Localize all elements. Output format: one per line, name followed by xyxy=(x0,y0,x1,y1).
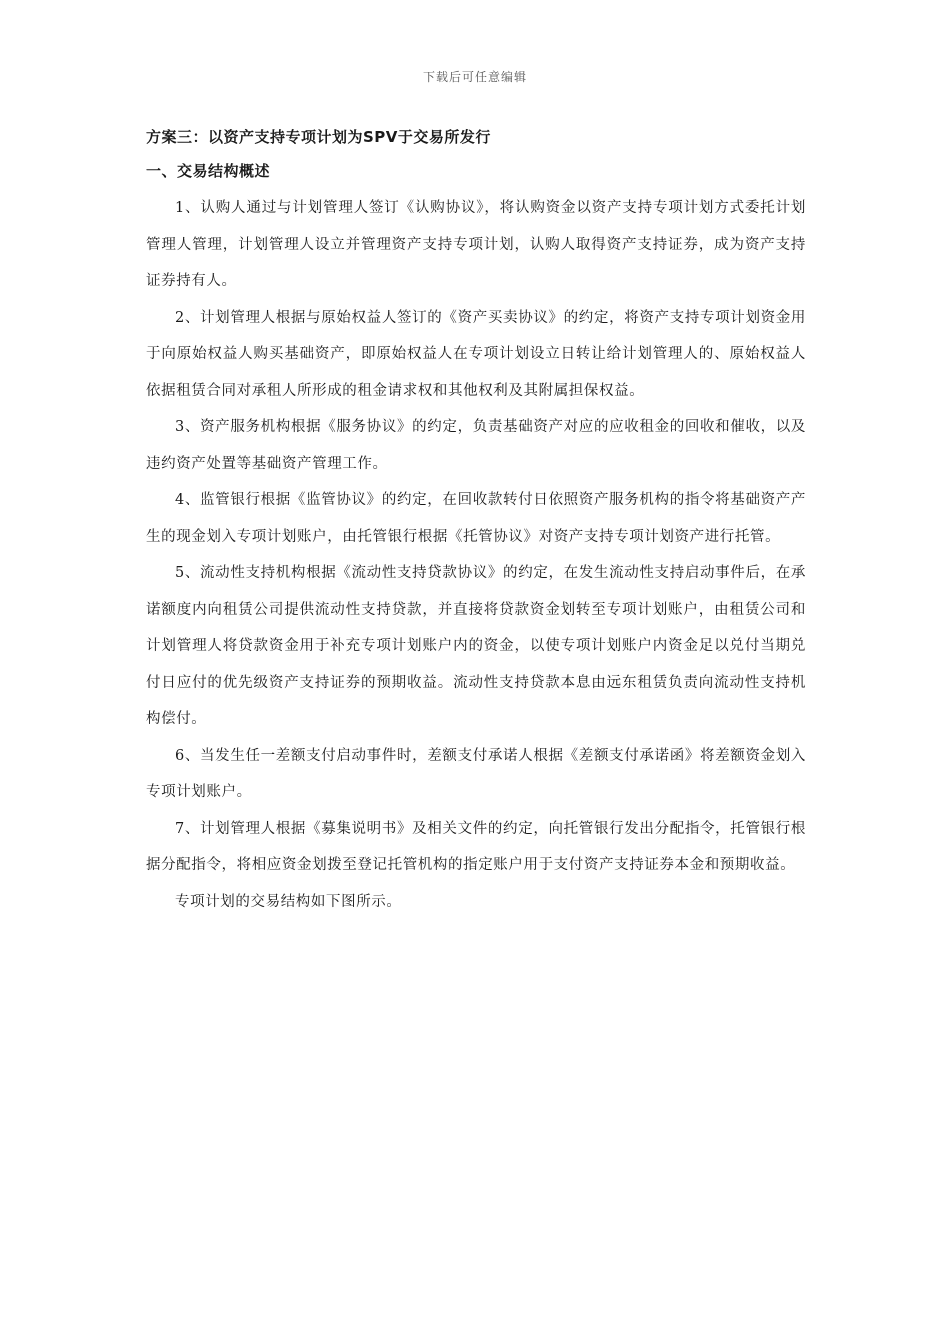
paragraph-6: 6、当发生任一差额支付启动事件时，差额支付承诺人根据《差额支付承诺函》将差额资金划入专项计划账户。 xyxy=(146,747,806,800)
paragraph-7: 7、计划管理人根据《募集说明书》及相关文件的约定，向托管银行发出分配指令，托管银行根据分配指令，将相应资金划拨至登记托管机构的指定账户用于支付资产支持证券本金和预期收益。 xyxy=(146,820,806,873)
section-heading: 一、交易结构概述 xyxy=(146,162,271,180)
paragraph-4: 4、监管银行根据《监管协议》的约定，在回收款转付日依照资产服务机构的指令将基础资产产生的现金划入专项计划账户，由托管银行根据《托管协议》对资产支持专项计划资产进行托管。 xyxy=(146,492,806,545)
document-body xyxy=(146,126,806,920)
document-title: 方案三：以资产支持专项计划为SPV于交易所发行 xyxy=(146,128,491,146)
page-header-note: 下载后可任意编辑 xyxy=(422,70,527,84)
paragraph-2: 2、计划管理人根据与原始权益人签订的《资产买卖协议》的约定，将资产支持专项计划资金用于向原始权益人购买基础资产，即原始权益人在专项计划设立日转让给计划管理人的、原始权益人依据租赁合同对承租人所形成的租金请求权和其他权利及其附属担保权益。 xyxy=(146,309,806,399)
paragraph-5: 5、流动性支持机构根据《流动性支持贷款协议》的约定，在发生流动性支持启动事件后，在承诺额度内向租赁公司提供流动性支持贷款，并直接将贷款资金划转至专项计划账户，由租赁公司和计划管理人将贷款资金用于补充专项计划账户内的资金，以使专项计划账户内资金足以兑付当期兑付日应付的优先级资产支持证券的预期收益。流动性支持贷款本息由远东租赁负责向流动性支持机构偿付。 xyxy=(146,565,806,727)
paragraph-closing: 专项计划的交易结构如下图所示。 xyxy=(175,893,402,910)
paragraph-1: 1、认购人通过与计划管理人签订《认购协议》，将认购资金以资产支持专项计划方式委托计划管理人管理，计划管理人设立并管理资产支持专项计划，认购人取得资产支持证券，成为资产支持证券持有人。 xyxy=(146,200,806,289)
paragraph-3: 3、资产服务机构根据《服务协议》的约定，负责基础资产对应的应收租金的回收和催收，以及违约资产处置等基础资产管理工作。 xyxy=(146,419,806,472)
